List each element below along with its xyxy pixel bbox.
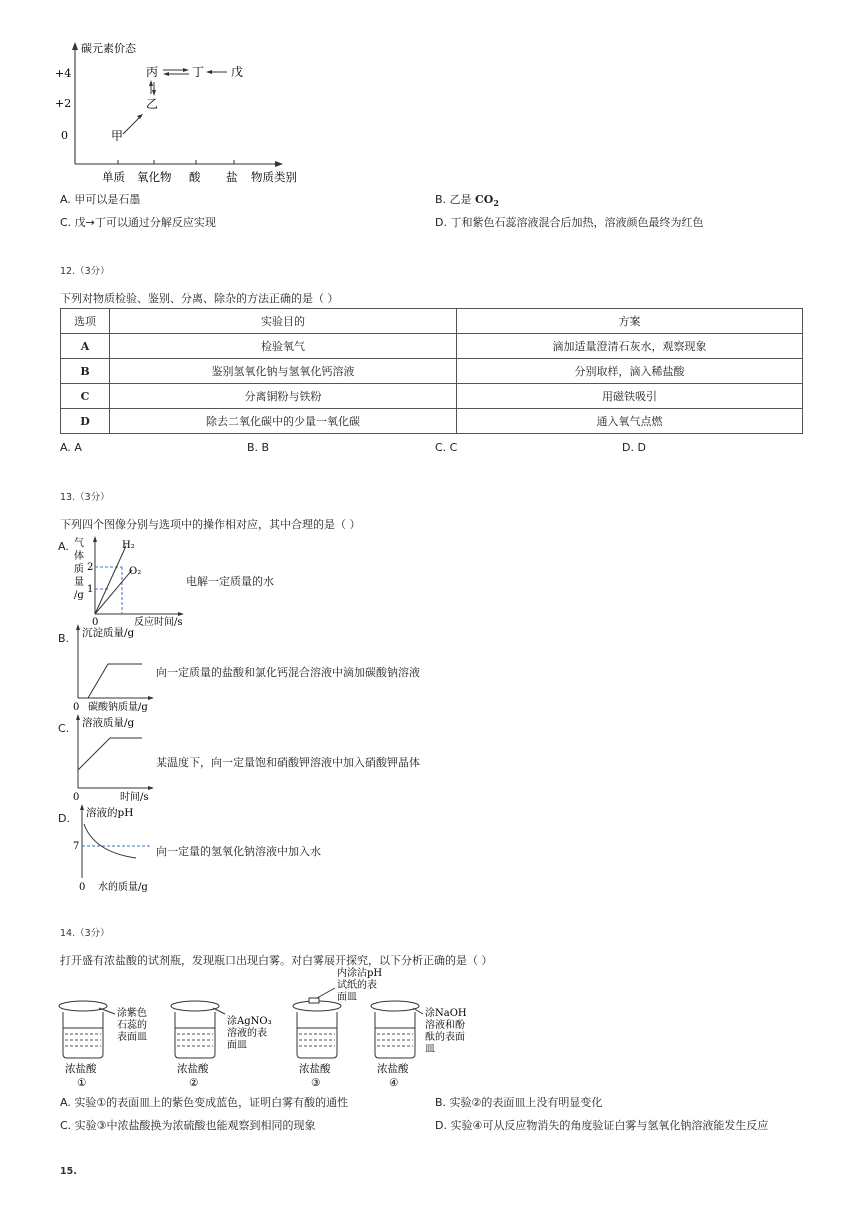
q14-num-2: ②: [189, 1077, 199, 1089]
q13a-ylabel-4: 量: [74, 577, 84, 588]
q11-node-ding: 丁: [192, 65, 205, 79]
q13-graph-c: [70, 712, 170, 806]
q14-note-1-line-3: 表面皿: [117, 1032, 147, 1043]
q13c-ylabel: 溶液质量/g: [82, 717, 135, 729]
table-cell: 用磁铁吸引: [457, 384, 803, 409]
q13a-series-o2: O₂: [129, 566, 142, 577]
q11-xitem-4: 盐: [226, 170, 238, 184]
table-cell: 检验氧气: [110, 334, 457, 359]
q11-node-jia: 甲: [111, 129, 124, 143]
q14-label-1: 浓盐酸: [65, 1063, 97, 1075]
q14-note-4-line-3: 酞的表面: [425, 1032, 465, 1043]
table-cell: 通入氧气点燃: [457, 409, 803, 434]
q13a-origin: 0: [92, 617, 99, 628]
q13-stem: 下列四个图像分别与选项中的操作相对应，其中合理的是（ ）: [60, 518, 361, 531]
q11-ytick-2: +2: [55, 97, 72, 110]
q11-node-wu: 戊: [231, 65, 244, 79]
q11-node-bing: 丙: [146, 65, 159, 79]
table-header-row: [61, 309, 803, 334]
q14-note-1-line-2: 石蕊的: [117, 1020, 147, 1031]
q13a-ytick-2: 2: [87, 562, 94, 573]
table-row: [61, 334, 803, 359]
q14-experiment-figure: [55, 966, 495, 1090]
q13d-xlabel: 水的质量/g: [98, 882, 148, 893]
q11-valence-chart: [55, 38, 315, 188]
q13-option-a-desc: 电解一定质量的水: [186, 575, 274, 588]
q14-option-a[interactable]: A. 实验①的表面皿上的紫色变成蓝色，证明白雾有酸的通性: [60, 1096, 349, 1109]
q11-option-a[interactable]: A. 甲可以是石墨: [60, 193, 141, 206]
q15-number: 15.: [60, 1166, 77, 1177]
q13-graph-b: [70, 622, 170, 714]
q12-option-b[interactable]: B. B: [247, 441, 270, 454]
q13b-xlabel: 碳酸钠质量/g: [88, 702, 148, 713]
q14-note-2-line-3: 面皿: [227, 1040, 247, 1051]
q12-option-c[interactable]: C. C: [435, 441, 458, 454]
q13-number: 13.（3分）: [60, 492, 110, 503]
q12-option-a[interactable]: A. A: [60, 441, 82, 454]
q14-note-1-line-1: 涂紫色: [117, 1008, 147, 1019]
q11-xitem-1: 单质: [102, 170, 125, 184]
q14-num-4: ④: [389, 1077, 399, 1089]
table-header-cell: 选项: [61, 309, 110, 334]
q13d-ytick-7: 7: [73, 841, 80, 852]
q14-note-4-line-1: 涂NaOH: [425, 1008, 467, 1019]
q11-ytick-0: 0: [61, 129, 68, 142]
q13a-ytick-1: 1: [87, 584, 94, 595]
table-row: [61, 359, 803, 384]
q14-num-1: ①: [77, 1077, 87, 1089]
q13a-ylabel-3: 质: [74, 564, 84, 575]
q11-option-b-text: B. 乙是: [435, 193, 476, 206]
q14-number: 14.（3分）: [60, 928, 110, 939]
q13-option-b-letter[interactable]: B.: [58, 632, 70, 645]
q11-ylabel: 碳元素价态: [81, 42, 136, 55]
table-cell: C: [61, 384, 110, 409]
q13a-ylabel-2: 体: [74, 551, 84, 562]
q11-option-c[interactable]: C. 戊→丁可以通过分解反应实现: [60, 216, 216, 229]
q13a-xlabel: 反应时间/s: [134, 617, 183, 628]
q13c-xlabel: 时间/s: [120, 792, 149, 803]
q13c-origin: 0: [73, 792, 80, 803]
q11-option-d[interactable]: D. 丁和紫色石蕊溶液混合后加热，溶液颜色最终为红色: [435, 216, 704, 229]
q14-stem: 打开盛有浓盐酸的试剂瓶，发现瓶口出现白雾。对白雾展开探究，以下分析正确的是（ ）: [60, 954, 493, 967]
q13d-origin: 0: [79, 882, 86, 893]
q11-node-yi: 乙: [146, 97, 159, 111]
q12-option-d[interactable]: D. D: [622, 441, 646, 454]
q11-xitem-3: 酸: [189, 170, 201, 184]
table-cell: 鉴别氢氧化钠与氢氧化钙溶液: [110, 359, 457, 384]
q14-note-2-line-1: 涂AgNO₃: [227, 1016, 272, 1027]
q14-option-b[interactable]: B. 实验②的表面皿上没有明显变化: [435, 1096, 603, 1109]
table-row: [61, 384, 803, 409]
q13-graph-d: [70, 802, 165, 894]
table-cell: B: [61, 359, 110, 384]
q11-xitem-2: 氧化物: [137, 170, 172, 184]
q14-label-3: 浓盐酸: [299, 1063, 331, 1075]
table-cell: 滴加适量澄清石灰水，观察现象: [457, 334, 803, 359]
q13-option-b-desc: 向一定质量的盐酸和氯化钙混合溶液中滴加碳酸钠溶液: [156, 666, 420, 679]
q13d-ylabel: 溶液的pH: [86, 807, 134, 819]
q14-note-2-line-2: 溶液的表: [227, 1028, 267, 1039]
table-cell: A: [61, 334, 110, 359]
q11-ytick-4: +4: [55, 67, 72, 80]
table-cell: 除去二氧化碳中的少量一氧化碳: [110, 409, 457, 434]
q12-number: 12.（3分）: [60, 266, 110, 277]
q13-option-c-letter[interactable]: C.: [58, 722, 70, 735]
q13-option-d-letter[interactable]: D.: [58, 812, 70, 825]
q11-option-b-formula: CO: [475, 193, 494, 206]
q12-stem: 下列对物质检验、鉴别、分离、除杂的方法正确的是（ ）: [60, 292, 339, 305]
q11-option-b-sub: 2: [493, 198, 499, 209]
q14-option-d[interactable]: D. 实验④可从反应物消失的角度验证白雾与氢氧化钠溶液能发生反应: [435, 1119, 769, 1132]
q14-option-c[interactable]: C. 实验③中浓盐酸换为浓硫酸也能观察到相同的现象: [60, 1119, 316, 1132]
q13a-ylabel-5: /g: [74, 590, 84, 601]
q13-option-a-letter[interactable]: A.: [58, 540, 69, 553]
table-row: [61, 409, 803, 434]
q13-option-c-desc: 某温度下，向一定量饱和硝酸钾溶液中加入硝酸钾晶体: [156, 756, 420, 769]
q14-label-4: 浓盐酸: [377, 1063, 409, 1075]
q14-note-3-line-2: 试纸的表: [337, 980, 377, 991]
table-header-cell: 实验目的: [110, 309, 457, 334]
q13b-origin: 0: [73, 702, 80, 713]
table-cell: 分离铜粉与铁粉: [110, 384, 457, 409]
table-header-cell: 方案: [457, 309, 803, 334]
table-cell: 分别取样，滴入稀盐酸: [457, 359, 803, 384]
q13-graph-a: [70, 534, 195, 629]
q13-option-d-desc: 向一定量的氢氧化钠溶液中加入水: [156, 845, 321, 858]
q14-label-2: 浓盐酸: [177, 1063, 209, 1075]
q14-note-4-line-2: 溶液和酚: [425, 1020, 465, 1031]
q11-xitem-5: 物质类别: [251, 170, 297, 184]
q14-num-3: ③: [311, 1077, 321, 1089]
q14-note-3-line-3: 面皿: [337, 992, 357, 1003]
table-cell: D: [61, 409, 110, 434]
q14-note-3-line-1: 内涂沾pH: [337, 968, 383, 979]
q12-table: [60, 308, 803, 434]
q14-note-4-line-4: 皿: [425, 1044, 435, 1055]
q11-option-b[interactable]: [435, 191, 499, 208]
q13a-ylabel-1: 气: [74, 538, 84, 549]
q13b-ylabel: 沉淀质量/g: [82, 627, 135, 639]
q13a-series-h2: H₂: [122, 540, 135, 551]
